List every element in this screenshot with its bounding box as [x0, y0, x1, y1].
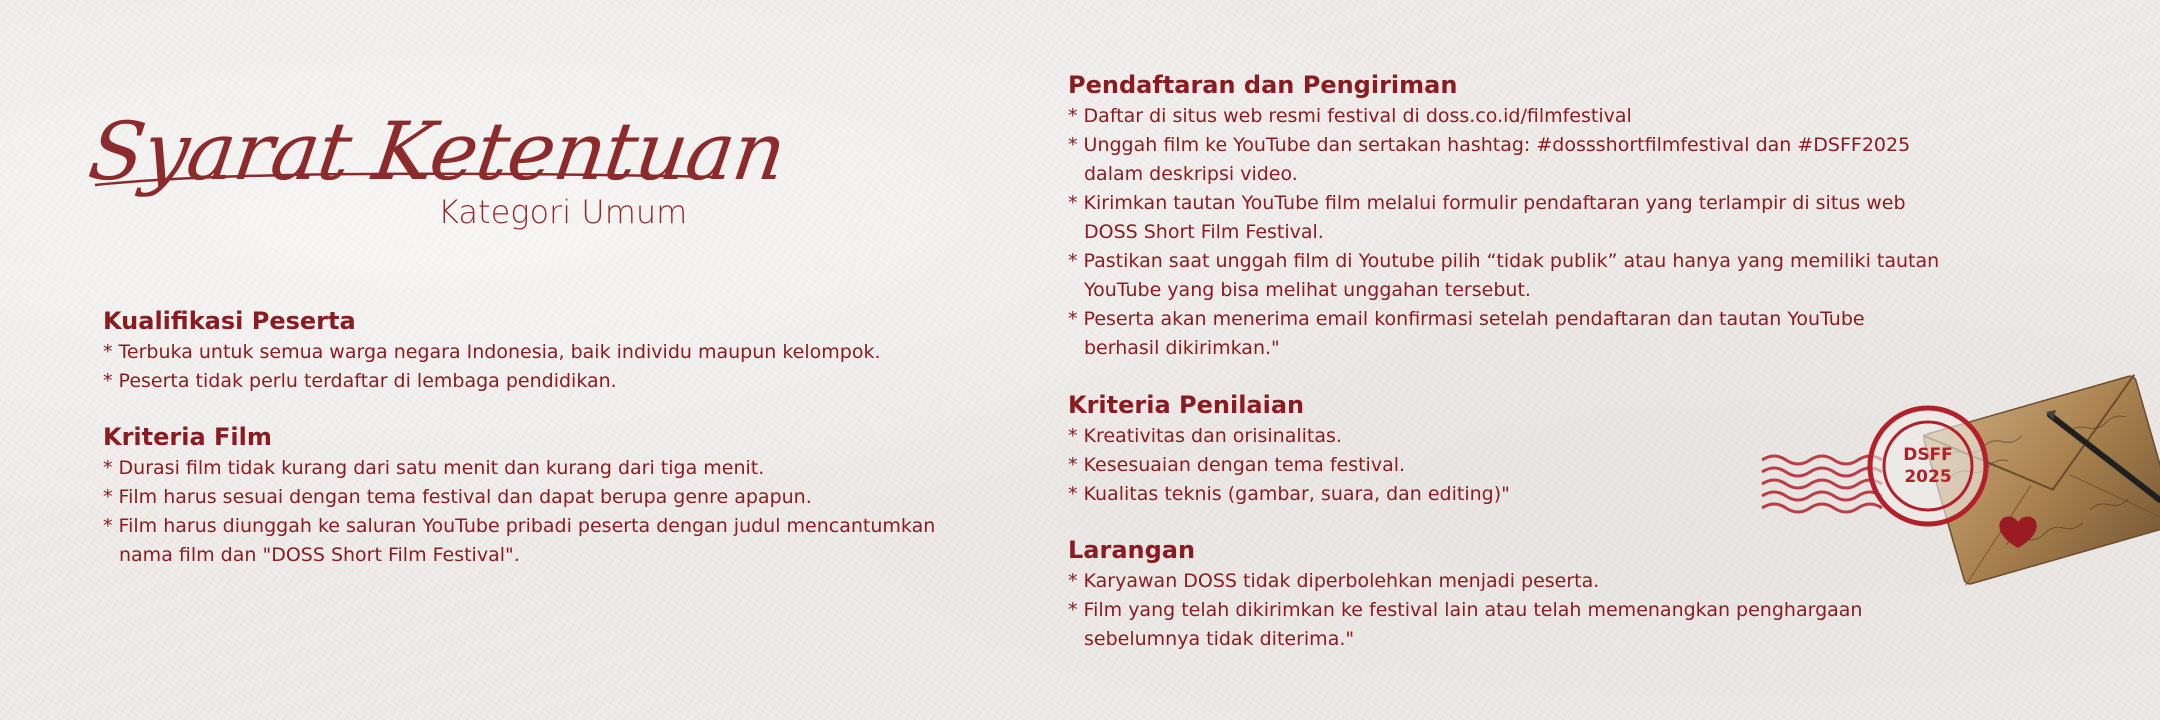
- section-pendaftaran-pengiriman: [1068, 70, 1939, 363]
- list-item: [1068, 422, 1510, 451]
- list-item-text: * Kirimkan tautan YouTube film melalui formulir pendaftaran yang terlampir di situs web: [1068, 192, 1906, 214]
- list-item: [103, 454, 935, 483]
- list-item: [1068, 189, 1939, 247]
- bullet-list: [103, 454, 935, 570]
- list-item-text: * Kualitas teknis (gambar, suara, dan editing)": [1068, 483, 1510, 505]
- bullet-list: [1068, 422, 1510, 509]
- list-item-text: * Durasi film tidak kurang dari satu menit dan kurang dari tiga menit.: [103, 457, 765, 479]
- list-item-text: * Film harus diunggah ke saluran YouTube pribadi peserta dengan judul mencantumkan: [103, 515, 936, 537]
- list-item-text: * Peserta akan menerima email konfirmasi setelah pendaftaran dan tautan YouTube: [1068, 308, 1865, 330]
- stamp-text-line1: DSFF: [1903, 445, 1953, 465]
- list-item-continuation: sebelumnya tidak diterima.": [1084, 628, 1355, 650]
- page-subtitle: Kategori Umum: [438, 193, 688, 231]
- list-item: [1068, 451, 1510, 480]
- stamp-text-line2: 2025: [1904, 467, 1952, 487]
- section-heading: Kriteria Film: [103, 423, 272, 451]
- title-block: [83, 105, 791, 245]
- list-item-text: * Peserta tidak perlu terdaftar di lembaga pendidikan.: [103, 370, 617, 392]
- section-heading: Larangan: [1068, 536, 1196, 564]
- list-item-text: * Pastikan saat unggah film di Youtube pilih “tidak publik” atau hanya yang memiliki tautan: [1068, 250, 1940, 272]
- list-item: [1068, 305, 1939, 363]
- section-heading: Kualifikasi Peserta: [103, 307, 356, 335]
- list-item: [1068, 596, 1862, 654]
- list-item: [103, 367, 881, 396]
- list-item-text: * Film yang telah dikirimkan ke festival lain atau telah memenangkan penghargaan: [1068, 599, 1863, 621]
- list-item-text: * Kreativitas dan orisinalitas.: [1068, 425, 1342, 447]
- list-item: [1068, 480, 1510, 509]
- list-item: [103, 483, 935, 512]
- list-item-text: * Terbuka untuk semua warga negara Indonesia, baik individu maupun kelompok.: [103, 341, 881, 363]
- bullet-list: [1068, 567, 1862, 654]
- list-item: [1068, 567, 1862, 596]
- section-kriteria-film: [103, 422, 935, 570]
- page-title: Syarat Ketentuan: [83, 105, 791, 198]
- postmark-wavy-lines: [1762, 456, 1882, 512]
- list-item-continuation: DOSS Short Film Festival.: [1084, 221, 1324, 243]
- section-heading: Pendaftaran dan Pengiriman: [1068, 71, 1458, 99]
- envelope-stamp-illustration: [1750, 360, 2160, 600]
- bullet-list: [1068, 102, 1939, 363]
- list-item-continuation: berhasil dikirimkan.": [1084, 337, 1280, 359]
- list-item: [1068, 102, 1939, 131]
- list-item: [1068, 131, 1939, 189]
- section-larangan: [1068, 535, 1862, 654]
- bullet-list: [103, 338, 881, 396]
- section-kriteria-penilaian: [1068, 390, 1510, 509]
- list-item: [1068, 247, 1939, 305]
- list-item: [103, 338, 881, 367]
- list-item-text: * Daftar di situs web resmi festival di doss.co.id/filmfestival: [1068, 105, 1632, 127]
- list-item-text: * Unggah film ke YouTube dan sertakan hashtag: #dossshortfilmfestival dan #DSFF2025: [1068, 134, 1911, 156]
- section-heading: Kriteria Penilaian: [1068, 391, 1305, 419]
- list-item-text: * Karyawan DOSS tidak diperbolehkan menjadi peserta.: [1068, 570, 1600, 592]
- list-item-text: * Kesesuaian dengan tema festival.: [1068, 454, 1406, 476]
- list-item-text: * Film harus sesuai dengan tema festival dan dapat berupa genre apapun.: [103, 486, 812, 508]
- section-kualifikasi-peserta: [103, 306, 881, 396]
- list-item-continuation: dalam deskripsi video.: [1084, 163, 1298, 185]
- list-item-continuation: YouTube yang bisa melihat unggahan tersebut.: [1084, 279, 1531, 301]
- list-item-continuation: nama film dan "DOSS Short Film Festival".: [119, 544, 520, 566]
- postmark-stamp-icon: [1870, 408, 1986, 524]
- list-item: [103, 512, 935, 570]
